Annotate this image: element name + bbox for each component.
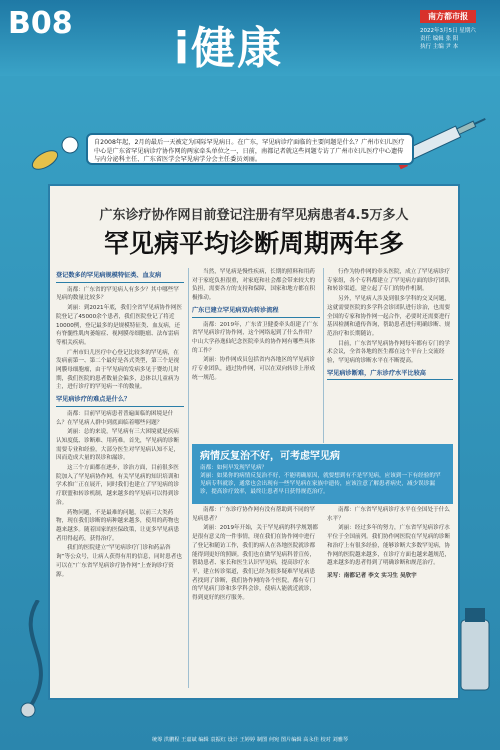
- column-divider: [323, 268, 324, 443]
- medicine-bottle-icon: [455, 600, 495, 710]
- paragraph: 当然，罕见病是慢性疾病，长期的照料和用药对于家庭负担很重，对家庭和社会都会带来较大的负担，需要各方的支持和保障，国家和地方都在积极推动。: [192, 269, 316, 302]
- answer: 刘丽：到2021年底，我们全省罕见病协作网医院登记了45000余个患者，我们医院登记了将近10000例，登记最多的是规模特征类、血友病，还有脊髓性肌肉萎缩症、视网膜母细胞瘤、法布雷病等相关疾病。: [56, 305, 182, 346]
- article-column-3-lower: [327, 506, 453, 692]
- article-column-2: [192, 268, 320, 440]
- byline: 采写：南都记者 李文 实习生 吴欣宇: [327, 572, 417, 579]
- subheading: 广东已建立罕见病双向转诊流程: [192, 307, 320, 318]
- section-title: i健康: [174, 23, 284, 74]
- article-column-2-lower: [192, 506, 320, 692]
- newspaper-logo: 南方都市报: [420, 10, 476, 23]
- intro-text: 自2008年起，2月的最后一天被定为国际罕见病日。在广东，罕见病诊疗面临的主要问题是什么？广州市妇儿医疗中心是广东省罕见病诊疗协作网的两家牵头单位之一，日前，南都记者就这些问题专访了广州市妇儿医疗中心遗传与内分泌科主任、广东省医学会罕见病学分会主任委员刘丽。: [94, 139, 405, 163]
- callout-box: [192, 444, 453, 504]
- callout-title: 病情反复治不好，可考虑罕见病: [200, 451, 340, 462]
- column-divider: [188, 268, 189, 688]
- article-column-1: [56, 268, 184, 692]
- page-number: B08: [8, 6, 73, 41]
- paragraph: 行作为协作网的牵头医院，成立了罕见病诊疗专家组，各个专科都建立了罕见病方面的诊疗团队和转诊渠道，建立起了专门的协作机制。: [327, 269, 451, 293]
- meta-date: 2022年3月5日 星期六: [420, 28, 476, 34]
- article-column-3: [327, 268, 453, 440]
- pills-icon: [20, 120, 90, 190]
- masthead-meta: [420, 27, 476, 51]
- article-kicker: 广东诊疗协作网目前登记注册有罕见病患者4.5万多人: [99, 208, 409, 223]
- callout-answer: 刘丽：如果你的病情反复治不好，不能明确原因，就要想到有不是罕见病，应该到一下有经验的罕见病专科就诊，通常也会出现有一些罕见病在家族中遗传，应该注意了解患者病史，减少误诊漏诊，提高诊疗效率，最终让患者早日获得规范治疗。: [200, 473, 441, 495]
- intro-box: [86, 133, 414, 165]
- answer: 刘丽：总的来说，罕见病有三大困境就是疾病认知度低、诊断难、用药难。首先，罕见病的诊断需要专业和经验，大部分医生对罕见病认知不足，因而造成大量的误诊和漏诊。: [56, 429, 180, 462]
- answer: 刘丽：经过多年的努力，广东省罕见病诊疗水平位于全国前列。我们协作网医院在罕见病的诊断和治疗上有很多经验，能够诊断大多数罕见病，协作网的医院越来越多，在诊疗方面也越来越规范，越来越多的患者得到了明确诊断和规范治疗。: [327, 525, 451, 567]
- question: 南都：目前罕见病患者普遍面临的困境是什么？在罕见病人群中到底面临着哪些问题？: [56, 410, 174, 426]
- answer: 刘丽：协作网成员包括省内各地区的罕见病诊疗专业团队，通过协作网，可以在双向转诊上形成统一规范。: [192, 357, 316, 381]
- subheading: 罕见病诊疗的难点是什么？: [56, 396, 184, 407]
- meta-editor: 责任 编辑 张 阳: [420, 36, 459, 42]
- question: 南都：广东省罕见病诊疗水平在全国处于什么水平？: [327, 507, 450, 522]
- article-panel: [48, 184, 460, 700]
- credits-footer: 统筹 洪鹏程 王嘉斌 编辑 袁振红 设计 王婷婷 制图 何宛 图片编辑 高永佳 校对 刘雅琴: [151, 737, 349, 743]
- paragraph: 目前，广东省罕见病协作网每年都有专门的学术会议，全省各地的医生都在这个平台上交流经验，罕见病的诊断水平在不断提高。: [327, 340, 450, 365]
- subheading: 罕见病诊断难，广东诊疗水平比较高: [327, 370, 453, 381]
- answer: 我们的医院建立“罕见病诊疗门诊和药品咨询”等公众号，让病人获得有用的信息，同时患者也可以在“广东省罕见病诊疗协作网”上查询诊疗资源。: [56, 545, 182, 578]
- question: 南都：广东省的罕见病人有多少？其中哪些罕见病的数量比较多？: [56, 286, 179, 302]
- paragraph: 另外，罕见病人涉及到很多学科的交叉问题，这就需要医院的多学科会诊团队进行诊治，也需要全国的专家和协作网一起合作，必要时还需要进行基因检测和遗传咨询，帮助患者进行明确诊断、规范治疗和长期随访。: [327, 296, 451, 337]
- question: 南都：广东诊疗协作网有没有帮助到不同的罕见病患者？: [192, 507, 315, 522]
- answer: 这三个方面都在逐步，诊治方面，目前很多医院加入了罕见病协作网，有关罕见病的知识培训和学术推广正在展开，同时我们也建立了罕见病的诊疗联盟和转诊机制，越来越多的罕见病可以得到诊治。: [56, 465, 180, 506]
- question: 南都：2019年，广东省卫健委牵头组建了广东省罕见病诊疗协作网，这个网络起到了什么作用？中山大学孙逸仙纪念医院牵头的协作网有哪些具体的工作？: [192, 321, 318, 354]
- answer: 广州市妇儿医疗中心登记比较多的罕见病，在发病前第一、第二个最好是各式类型，第三个是视网膜母细胞瘤，由于罕见病的发病多见于婴幼儿时期，我们医院的患者数量会偏多，总体以儿童病为主，进行诊疗的罕见病一半的数量。: [56, 349, 180, 391]
- answer: 药物问题，不是最难的问题，以前三大类药物，现在我们诊断的病种越来越多，使用的药物也越来越多。随着国家的医保政策，让更多罕见病患者用得起药，获得治疗。: [56, 509, 180, 542]
- answer: 刘丽：2019年开始，关于罕见病的科学规划都是很有意义的一件事情，现在我们在协作网中进行了登记和随访工作，我们的病人在各地医院就诊都能得到更好的照顾。我们也在做罕见病科普宣传，帮助患者、家长和医生认识罕见病，提高诊疗水平，建立转诊渠道，我们已经为很多疑难罕见病患者找到了诊断，我们协作网的各个医院，都有专门的罕见病门诊和多学科会诊，使病人能就近就诊，得到更好的医疗服务。: [192, 525, 318, 602]
- subheading: 登记数多的罕见病规模特征类、血友病: [56, 272, 184, 283]
- callout-question: 南都：如何早发现罕见病？: [200, 465, 268, 471]
- article-headline: 罕见病平均诊断周期两年多: [103, 229, 404, 258]
- meta-chief-editor: 执行 主编 尹 本: [420, 44, 459, 50]
